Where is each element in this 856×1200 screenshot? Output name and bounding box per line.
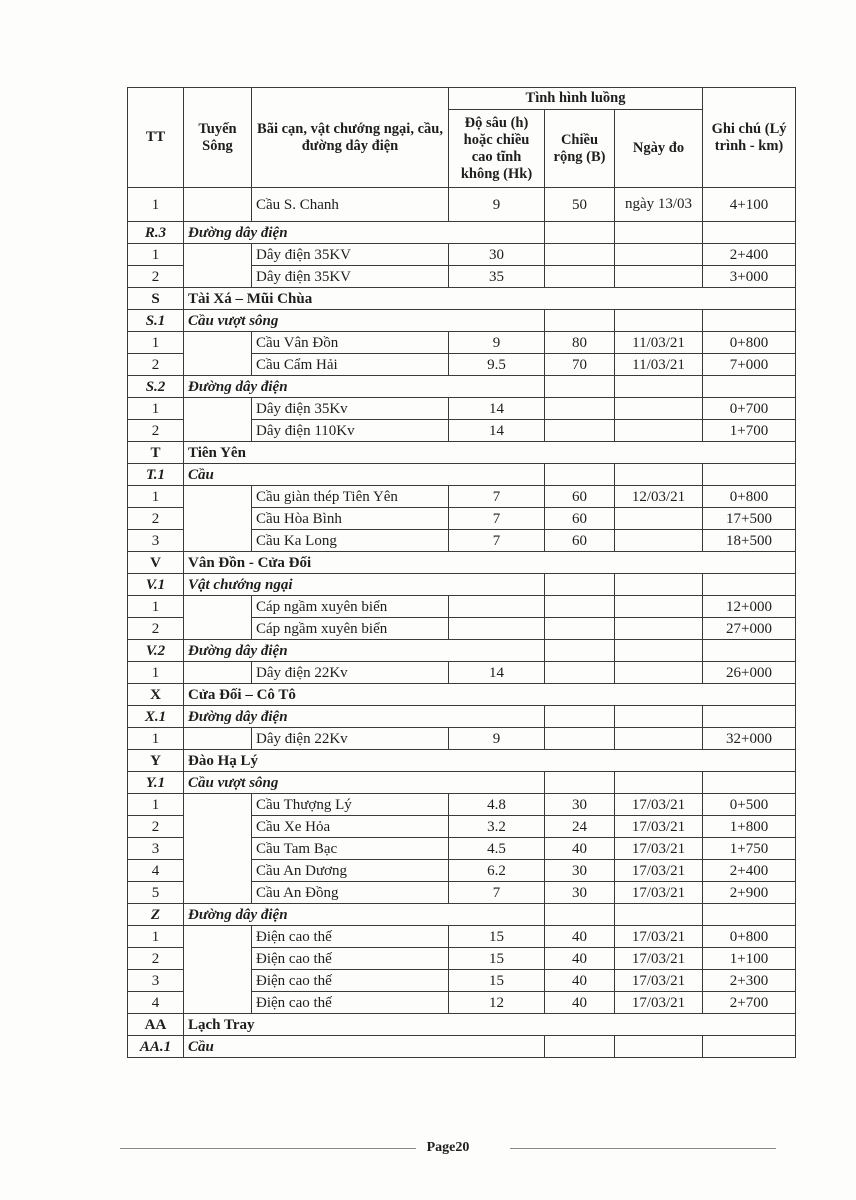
obstacle-name: Điện cao thế (252, 926, 449, 948)
route-cell (184, 508, 252, 530)
route-cell (184, 354, 252, 376)
subsection-code: T.1 (128, 464, 184, 486)
row-number: 2 (128, 948, 184, 970)
table-row (128, 970, 796, 992)
row-number: 1 (128, 728, 184, 750)
empty-cell (615, 904, 703, 926)
width-value: 50 (545, 188, 615, 222)
obstacle-name: Cầu Ka Long (252, 530, 449, 552)
header-tt: TT (128, 88, 184, 188)
obstacle-name: Cầu An Đồng (252, 882, 449, 904)
chainage-km: 0+700 (703, 398, 796, 420)
empty-cell (545, 310, 615, 332)
depth-value: 4.5 (449, 838, 545, 860)
empty-cell (449, 1036, 545, 1058)
survey-date: 17/03/21 (615, 992, 703, 1014)
subsection-code: S.1 (128, 310, 184, 332)
depth-value: 9.5 (449, 354, 545, 376)
table-row (128, 244, 796, 266)
width-value (545, 596, 615, 618)
table-row (128, 860, 796, 882)
section-row (128, 750, 796, 772)
route-cell (184, 662, 252, 684)
empty-cell (703, 1036, 796, 1058)
chainage-km: 18+500 (703, 530, 796, 552)
row-number: 3 (128, 530, 184, 552)
width-value: 60 (545, 530, 615, 552)
depth-value: 14 (449, 662, 545, 684)
subsection-row (128, 310, 796, 332)
empty-cell (703, 464, 796, 486)
obstacle-name: Cáp ngầm xuyên biển (252, 618, 449, 640)
section-row (128, 442, 796, 464)
obstacle-name: Dây điện 22Kv (252, 728, 449, 750)
width-value: 60 (545, 486, 615, 508)
depth-value: 14 (449, 420, 545, 442)
width-value: 24 (545, 816, 615, 838)
route-cell (184, 860, 252, 882)
section-row (128, 552, 796, 574)
chainage-km: 1+800 (703, 816, 796, 838)
width-value (545, 244, 615, 266)
width-value: 30 (545, 882, 615, 904)
section-code: T (128, 442, 184, 464)
survey-date: 17/03/21 (615, 882, 703, 904)
route-cell (184, 838, 252, 860)
row-number: 3 (128, 970, 184, 992)
table-row (128, 728, 796, 750)
row-number: 3 (128, 838, 184, 860)
table-row (128, 508, 796, 530)
obstacle-name: Cáp ngầm xuyên biển (252, 596, 449, 618)
subsection-row (128, 640, 796, 662)
empty-cell (449, 464, 545, 486)
width-value (545, 266, 615, 288)
subsection-row (128, 706, 796, 728)
chainage-km: 32+000 (703, 728, 796, 750)
route-cell (184, 596, 252, 618)
depth-value: 9 (449, 728, 545, 750)
row-number: 1 (128, 596, 184, 618)
empty-cell (615, 772, 703, 794)
empty-cell (703, 640, 796, 662)
width-value: 40 (545, 948, 615, 970)
row-number: 1 (128, 244, 184, 266)
subsection-title: Vật chướng ngại (184, 574, 449, 596)
header-tuyen-song: Tuyến Sông (184, 88, 252, 188)
depth-value: 30 (449, 244, 545, 266)
route-cell (184, 332, 252, 354)
survey-date: 17/03/21 (615, 926, 703, 948)
header-ghi-chu: Ghi chú (Lý trình - km) (703, 88, 796, 188)
chainage-km: 0+800 (703, 926, 796, 948)
width-value: 80 (545, 332, 615, 354)
depth-value: 35 (449, 266, 545, 288)
chainage-km: 2+400 (703, 860, 796, 882)
section-code: V (128, 552, 184, 574)
obstacle-name: Dây điện 110Kv (252, 420, 449, 442)
width-value: 30 (545, 794, 615, 816)
chainage-km: 7+000 (703, 354, 796, 376)
subsection-row (128, 904, 796, 926)
empty-cell (703, 376, 796, 398)
table-row (128, 354, 796, 376)
subsection-code: V.1 (128, 574, 184, 596)
subsection-row (128, 1036, 796, 1058)
survey-date (615, 530, 703, 552)
route-cell (184, 992, 252, 1014)
chainage-km: 1+750 (703, 838, 796, 860)
table-row (128, 926, 796, 948)
depth-value: 6.2 (449, 860, 545, 882)
route-cell (184, 926, 252, 948)
route-cell (184, 530, 252, 552)
chainage-km: 0+800 (703, 486, 796, 508)
empty-cell (545, 904, 615, 926)
survey-date (615, 618, 703, 640)
chainage-km: 17+500 (703, 508, 796, 530)
survey-date (615, 508, 703, 530)
survey-date: 17/03/21 (615, 948, 703, 970)
empty-cell (545, 222, 615, 244)
row-number: 1 (128, 332, 184, 354)
width-value (545, 662, 615, 684)
empty-cell (449, 574, 545, 596)
subsection-code: R.3 (128, 222, 184, 244)
row-number: 1 (128, 662, 184, 684)
table-row (128, 596, 796, 618)
section-title: Tiên Yên (184, 442, 796, 464)
route-cell (184, 816, 252, 838)
survey-date (615, 728, 703, 750)
empty-cell (449, 640, 545, 662)
route-cell (184, 970, 252, 992)
width-value: 30 (545, 860, 615, 882)
obstacle-name: Cầu S. Chanh (252, 188, 449, 222)
route-cell (184, 882, 252, 904)
empty-cell (703, 222, 796, 244)
survey-date: 12/03/21 (615, 486, 703, 508)
survey-date: 17/03/21 (615, 860, 703, 882)
obstacle-name: Cầu Hòa Bình (252, 508, 449, 530)
subsection-code: V.2 (128, 640, 184, 662)
table-row (128, 992, 796, 1014)
obstacle-name: Điện cao thế (252, 992, 449, 1014)
route-cell (184, 486, 252, 508)
empty-cell (703, 772, 796, 794)
survey-date: 17/03/21 (615, 816, 703, 838)
chainage-km: 4+100 (703, 188, 796, 222)
table-row (128, 816, 796, 838)
subsection-code: S.2 (128, 376, 184, 398)
route-cell (184, 420, 252, 442)
depth-value (449, 618, 545, 640)
empty-cell (545, 376, 615, 398)
section-row (128, 288, 796, 310)
obstacle-name: Cầu Xe Hỏa (252, 816, 449, 838)
subsection-code: X.1 (128, 706, 184, 728)
subsection-title: Đường dây điện (184, 222, 449, 244)
depth-value: 7 (449, 882, 545, 904)
row-number: 4 (128, 860, 184, 882)
width-value: 70 (545, 354, 615, 376)
depth-value: 7 (449, 530, 545, 552)
empty-cell (615, 222, 703, 244)
empty-cell (545, 574, 615, 596)
width-value: 40 (545, 970, 615, 992)
river-obstacle-table (127, 87, 796, 1058)
section-code: Y (128, 750, 184, 772)
empty-cell (545, 464, 615, 486)
table-row (128, 266, 796, 288)
row-number: 1 (128, 794, 184, 816)
header-ngay-do: Ngày đo (615, 110, 703, 188)
row-number: 4 (128, 992, 184, 1014)
section-code: X (128, 684, 184, 706)
row-number: 2 (128, 266, 184, 288)
depth-value: 7 (449, 486, 545, 508)
subsection-title: Cầu vượt sông (184, 772, 449, 794)
empty-cell (615, 706, 703, 728)
route-cell (184, 794, 252, 816)
depth-value: 9 (449, 188, 545, 222)
survey-date (615, 244, 703, 266)
section-row (128, 1014, 796, 1036)
subsection-title: Đường dây điện (184, 640, 449, 662)
obstacle-name: Cầu An Dương (252, 860, 449, 882)
empty-cell (545, 706, 615, 728)
subsection-code: AA.1 (128, 1036, 184, 1058)
section-title: Vân Đồn - Cửa Đối (184, 552, 796, 574)
empty-cell (703, 904, 796, 926)
depth-value: 12 (449, 992, 545, 1014)
subsection-title: Cầu vượt sông (184, 310, 449, 332)
table-row (128, 618, 796, 640)
subsection-row (128, 376, 796, 398)
empty-cell (615, 310, 703, 332)
width-value (545, 728, 615, 750)
page-number: Page20 (426, 1140, 470, 1155)
empty-cell (615, 640, 703, 662)
route-cell (184, 618, 252, 640)
section-row (128, 684, 796, 706)
survey-date (615, 266, 703, 288)
subsection-title: Cầu (184, 1036, 449, 1058)
subsection-code: Y.1 (128, 772, 184, 794)
width-value: 60 (545, 508, 615, 530)
table-row (128, 332, 796, 354)
obstacle-name: Điện cao thế (252, 948, 449, 970)
survey-date: 17/03/21 (615, 838, 703, 860)
chainage-km: 0+800 (703, 332, 796, 354)
empty-cell (703, 310, 796, 332)
depth-value: 15 (449, 948, 545, 970)
route-cell (184, 948, 252, 970)
obstacle-name: Dây điện 35KV (252, 244, 449, 266)
row-number: 2 (128, 618, 184, 640)
obstacle-name: Cầu Cẩm Hải (252, 354, 449, 376)
survey-date (615, 662, 703, 684)
row-number: 1 (128, 486, 184, 508)
row-number: 2 (128, 420, 184, 442)
chainage-km: 1+100 (703, 948, 796, 970)
survey-date (615, 596, 703, 618)
survey-date: ngày 13/03 (615, 188, 703, 222)
table-row (128, 838, 796, 860)
chainage-km: 1+700 (703, 420, 796, 442)
section-code: AA (128, 1014, 184, 1036)
section-title: Tài Xá – Mũi Chùa (184, 288, 796, 310)
chainage-km: 0+500 (703, 794, 796, 816)
chainage-km: 2+400 (703, 244, 796, 266)
table-row (128, 188, 796, 222)
table-row (128, 486, 796, 508)
chainage-km: 26+000 (703, 662, 796, 684)
chainage-km: 2+700 (703, 992, 796, 1014)
table-row (128, 398, 796, 420)
chainage-km: 2+300 (703, 970, 796, 992)
obstacle-name: Dây điện 35Kv (252, 398, 449, 420)
survey-date: 11/03/21 (615, 332, 703, 354)
chainage-km: 27+000 (703, 618, 796, 640)
chainage-km: 3+000 (703, 266, 796, 288)
route-cell (184, 188, 252, 222)
row-number: 2 (128, 508, 184, 530)
empty-cell (703, 706, 796, 728)
subsection-title: Đường dây điện (184, 376, 449, 398)
empty-cell (545, 640, 615, 662)
survey-date: 17/03/21 (615, 970, 703, 992)
subsection-title: Đường dây điện (184, 706, 449, 728)
page-footer (120, 1138, 776, 1158)
empty-cell (615, 574, 703, 596)
depth-value: 7 (449, 508, 545, 530)
depth-value: 15 (449, 926, 545, 948)
empty-cell (449, 376, 545, 398)
section-title: Cửa Đối – Cô Tô (184, 684, 796, 706)
subsection-code: Z (128, 904, 184, 926)
obstacle-name: Dây điện 22Kv (252, 662, 449, 684)
chainage-km: 12+000 (703, 596, 796, 618)
empty-cell (615, 1036, 703, 1058)
obstacle-name: Cầu Tam Bạc (252, 838, 449, 860)
section-title: Đào Hạ Lý (184, 750, 796, 772)
depth-value: 3.2 (449, 816, 545, 838)
empty-cell (545, 772, 615, 794)
width-value: 40 (545, 992, 615, 1014)
route-cell (184, 728, 252, 750)
width-value (545, 618, 615, 640)
table-row (128, 948, 796, 970)
empty-cell (449, 706, 545, 728)
row-number: 5 (128, 882, 184, 904)
header-do-sau: Độ sâu (h) hoặc chiều cao tĩnh không (Hk) (449, 110, 545, 188)
depth-value: 9 (449, 332, 545, 354)
empty-cell (449, 772, 545, 794)
survey-date (615, 420, 703, 442)
subsection-row (128, 772, 796, 794)
subsection-row (128, 222, 796, 244)
subsection-row (128, 464, 796, 486)
row-number: 2 (128, 816, 184, 838)
empty-cell (545, 1036, 615, 1058)
header-chieu-rong: Chiều rộng (B) (545, 110, 615, 188)
subsection-title: Cầu (184, 464, 449, 486)
table-row (128, 420, 796, 442)
table-row (128, 882, 796, 904)
empty-cell (615, 376, 703, 398)
row-number: 1 (128, 398, 184, 420)
table-row (128, 662, 796, 684)
survey-date (615, 398, 703, 420)
width-value: 40 (545, 838, 615, 860)
row-number: 1 (128, 188, 184, 222)
route-cell (184, 244, 252, 266)
empty-cell (449, 310, 545, 332)
depth-value: 15 (449, 970, 545, 992)
depth-value: 14 (449, 398, 545, 420)
width-value (545, 420, 615, 442)
depth-value: 4.8 (449, 794, 545, 816)
chainage-km: 2+900 (703, 882, 796, 904)
table-row (128, 530, 796, 552)
depth-value (449, 596, 545, 618)
survey-date: 17/03/21 (615, 794, 703, 816)
row-number: 2 (128, 354, 184, 376)
obstacle-name: Cầu giàn thép Tiên Yên (252, 486, 449, 508)
obstacle-name: Điện cao thế (252, 970, 449, 992)
section-title: Lạch Tray (184, 1014, 796, 1036)
survey-date: 11/03/21 (615, 354, 703, 376)
obstacle-name: Cầu Vân Đồn (252, 332, 449, 354)
route-cell (184, 398, 252, 420)
empty-cell (615, 464, 703, 486)
width-value: 40 (545, 926, 615, 948)
header-bai-can: Bãi cạn, vật chướng ngại, cầu, đường dây điện (252, 88, 449, 188)
section-code: S (128, 288, 184, 310)
table-row (128, 794, 796, 816)
obstacle-name: Cầu Thượng Lý (252, 794, 449, 816)
empty-cell (449, 904, 545, 926)
row-number: 1 (128, 926, 184, 948)
width-value (545, 398, 615, 420)
obstacle-name: Dây điện 35KV (252, 266, 449, 288)
route-cell (184, 266, 252, 288)
empty-cell (449, 222, 545, 244)
subsection-title: Đường dây điện (184, 904, 449, 926)
empty-cell (703, 574, 796, 596)
subsection-row (128, 574, 796, 596)
header-tinh-hinh-luong: Tình hình luồng (449, 88, 703, 110)
